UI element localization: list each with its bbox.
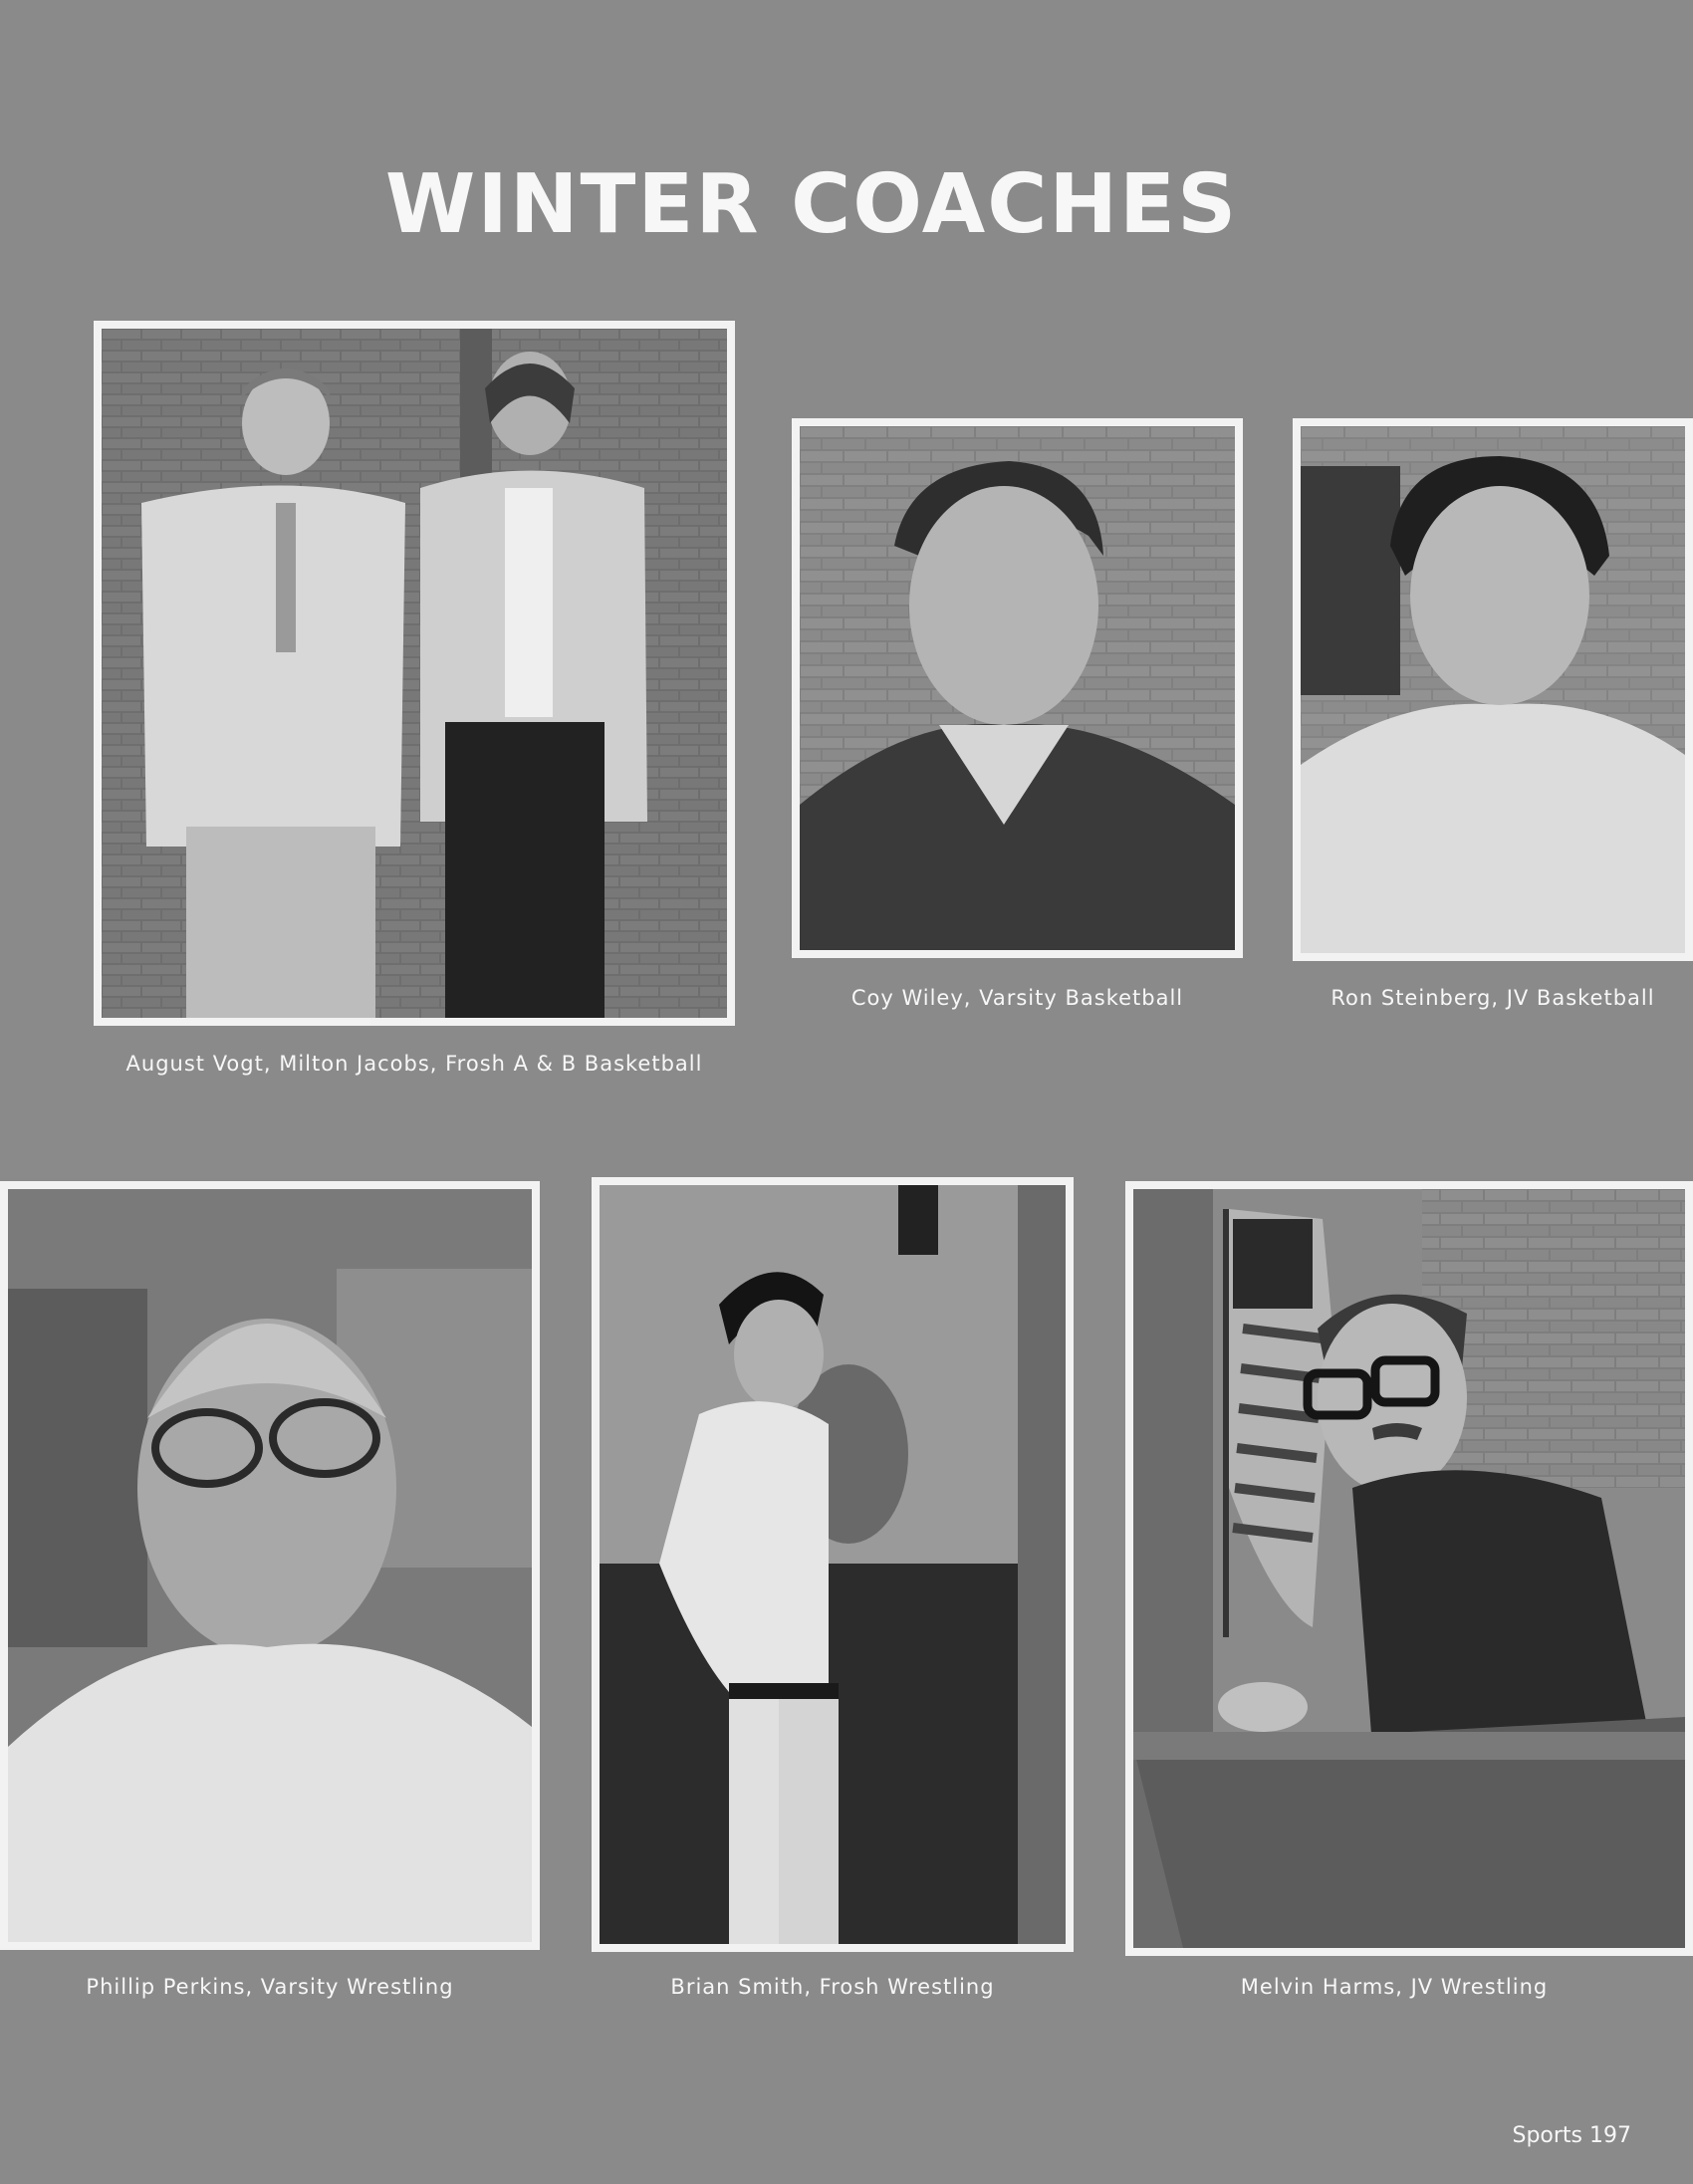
- portrait-photo: [8, 1189, 532, 1942]
- portrait-photo: [1301, 426, 1685, 953]
- photo-vogt-jacobs: [94, 321, 735, 1026]
- caption-phillip-perkins: Phillip Perkins, Varsity Wrestling: [86, 1975, 454, 1999]
- action-photo: [600, 1185, 1066, 1944]
- brick-wall-photo: [102, 329, 727, 1018]
- portrait-photo: [800, 426, 1235, 950]
- page-title: WINTER COACHES: [384, 157, 1239, 252]
- photo-coy-wiley: [792, 418, 1243, 958]
- photo-phillip-perkins: [0, 1181, 540, 1950]
- caption-brian-smith: Brian Smith, Frosh Wrestling: [670, 1975, 995, 1999]
- caption-vogt-jacobs: August Vogt, Milton Jacobs, Frosh A & B Basketball: [125, 1052, 703, 1076]
- podium-photo: [1133, 1189, 1685, 1948]
- page-number: Sports 197: [1512, 2123, 1631, 2148]
- caption-ron-steinberg: Ron Steinberg, JV Basketball: [1330, 986, 1655, 1010]
- photo-brian-smith: [592, 1177, 1074, 1952]
- caption-melvin-harms: Melvin Harms, JV Wrestling: [1240, 1975, 1549, 1999]
- photo-ron-steinberg: [1293, 418, 1693, 961]
- caption-coy-wiley: Coy Wiley, Varsity Basketball: [850, 986, 1184, 1010]
- photo-melvin-harms: [1125, 1181, 1693, 1956]
